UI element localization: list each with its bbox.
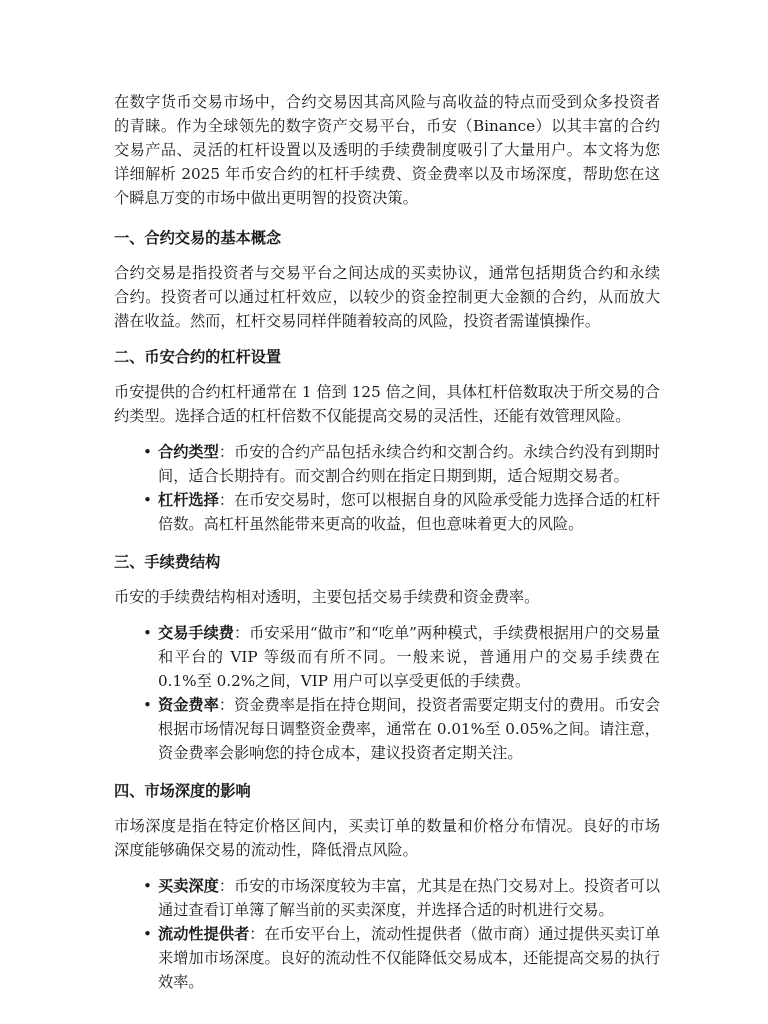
bullet-icon: •	[143, 624, 152, 642]
list-item-term: 资金费率	[158, 696, 219, 714]
bullet-icon: •	[143, 696, 152, 714]
list-item-text: ：币安的合约产品包括永续合约和交割合约。永续合约没有到期时间，适合长期持有。而交割合约则在指定日期到期，适合短期交易者。	[158, 443, 661, 485]
list-item	[143, 922, 661, 994]
list-item-text: ：在币安交易时，您可以根据自身的风险承受能力选择合适的杠杆倍数。高杠杆虽然能带来更高的收益，但也意味着更大的风险。	[158, 491, 661, 533]
list-item	[143, 440, 661, 488]
list-item	[143, 621, 661, 693]
bullet-list	[114, 874, 660, 994]
section-paragraph: 市场深度是指在特定价格区间内，买卖订单的数量和价格分布情况。良好的市场深度能够确保交易的流动性，降低滑点风险。	[114, 817, 660, 859]
bullet-icon: •	[143, 491, 152, 509]
list-item	[143, 874, 661, 922]
section-heading: 二、币安合约的杠杆设置	[114, 348, 282, 366]
list-item-text: ：币安的市场深度较为丰富，尤其是在热门交易对上。投资者可以通过查看订单簿了解当前的买卖深度，并选择合适的时机进行交易。	[158, 877, 661, 919]
list-item-term: 合约类型	[158, 443, 219, 461]
section-heading: 三、手续费结构	[114, 553, 221, 571]
section-paragraph: 币安提供的合约杠杆通常在 1 倍到 125 倍之间，具体杠杆倍数取决于所交易的合约类型。选择合适的杠杆倍数不仅能提高交易的灵活性，还能有效管理风险。	[114, 383, 660, 425]
section-heading: 一、合约交易的基本概念	[114, 229, 282, 247]
bullet-list	[114, 621, 660, 765]
list-item-text: ：在币安平台上，流动性提供者（做市商）通过提供买卖订单来增加市场深度。良好的流动性不仅能降低交易成本，还能提高交易的执行效率。	[158, 925, 661, 991]
list-item-term: 交易手续费	[158, 624, 234, 642]
list-item	[143, 488, 661, 536]
section-heading: 四、市场深度的影响	[114, 782, 251, 800]
list-item	[143, 693, 661, 765]
list-item-term: 买卖深度	[158, 877, 219, 895]
bullet-icon: •	[143, 877, 152, 895]
list-item-term: 流动性提供者	[158, 925, 250, 943]
list-item-term: 杠杆选择	[158, 491, 219, 509]
section-paragraph: 合约交易是指投资者与交易平台之间达成的买卖协议，通常包括期货合约和永续合约。投资者可以通过杠杆效应，以较少的资金控制更大金额的合约，从而放大潜在收益。然而，杠杆交易同样伴随着较高的风险，投资者需谨慎操作。	[114, 264, 660, 330]
bullet-icon: •	[143, 443, 152, 461]
list-item-text: ：币安采用“做市”和“吃单”两种模式，手续费根据用户的交易量和平台的 VIP 等级而有所不同。一般来说，普通用户的交易手续费在 0.1%至 0.2%之间，VIP 用户可以享受更低的手续费。	[158, 624, 661, 690]
intro-paragraph: 在数字货币交易市场中，合约交易因其高风险与高收益的特点而受到众多投资者的青睐。作为全球领先的数字资产交易平台，币安（Binance）以其丰富的合约交易产品、灵活的杠杆设置以及透明的手续费制度吸引了大量用户。本文将为您详细解析 2025 年币安合约的杠杆手续费、资金费率以及市场深度，帮助您在这个瞬息万变的市场中做出更明智的投资决策。	[114, 93, 660, 207]
bullet-icon: •	[143, 925, 152, 943]
section-paragraph: 币安的手续费结构相对透明，主要包括交易手续费和资金费率。	[114, 588, 540, 606]
list-item-text: ：资金费率是指在持仓期间，投资者需要定期支付的费用。币安会根据市场情况每日调整资金费率，通常在 0.01%至 0.05%之间。请注意，资金费率会影响您的持仓成本，建议投资者定期关注。	[158, 696, 661, 762]
bullet-list	[114, 440, 660, 536]
